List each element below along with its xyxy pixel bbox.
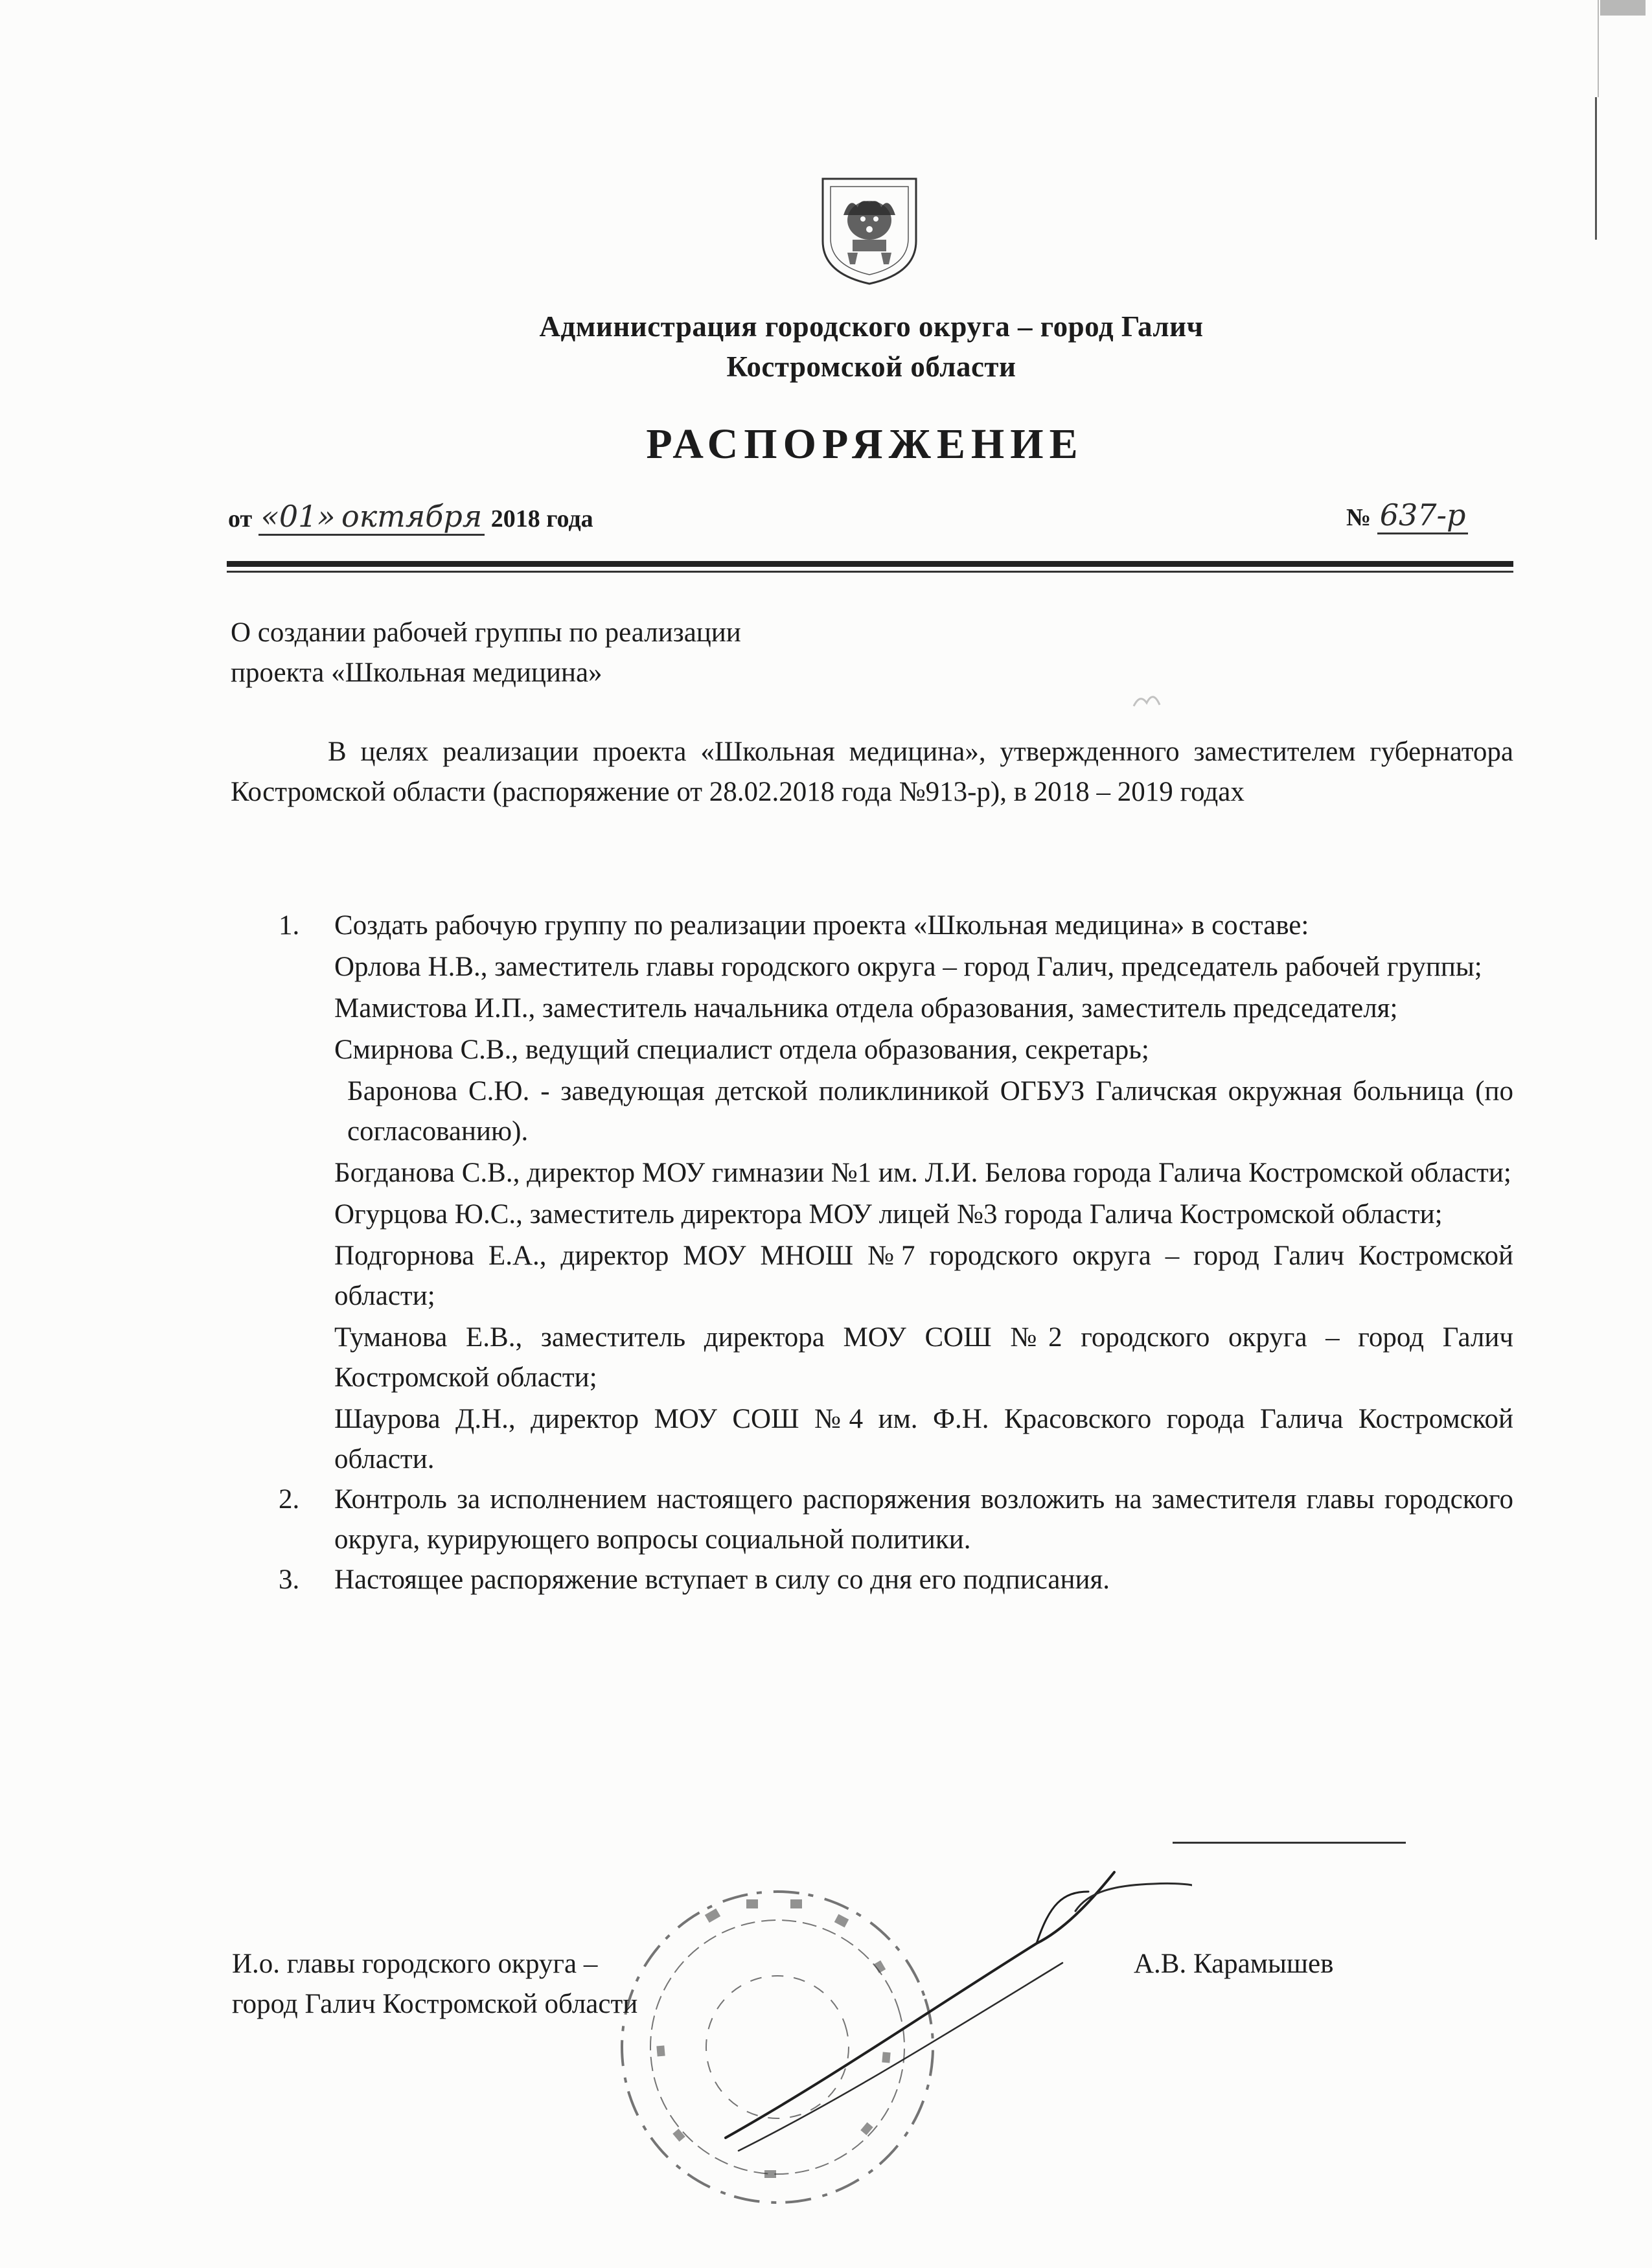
item-text: Создать рабочую группу по реализации проекта «Школьная медицина» в составе: — [334, 910, 1309, 941]
number-value: 637-р — [1379, 498, 1466, 533]
signatory-title — [232, 1944, 637, 2024]
header-divider-thin — [227, 571, 1513, 573]
scan-artifact — [1127, 687, 1166, 719]
preamble-paragraph: В целях реализации проекта «Школьная медицина», утвержденного заместителем губернатора Костромской области (распоряжение от 28.02.2018 года №913-р), в 2018 – 2019 годах — [231, 737, 1513, 807]
scan-artifact — [1598, 0, 1599, 97]
item-number: 3. — [279, 1564, 300, 1595]
item-text: Контроль за исполнением настоящего распоряжения возложить на заместителя главы городского округа, курирующего вопросы социальной политики. — [334, 1484, 1513, 1555]
member-entry: Огурцова Ю.С., заместитель директора МОУ лицей №3 города Галича Костромской области; — [334, 1199, 1443, 1230]
signature-underline — [1173, 1842, 1406, 1844]
member-entry: Смирнова С.В., ведущий специалист отдела образования, секретарь; — [334, 1035, 1149, 1065]
subject-line: О создании рабочей группы по реализации — [231, 617, 741, 648]
document-date — [228, 499, 593, 536]
member-entry: Подгорнова Е.А., директор МОУ МНОШ №7 городского округа – город Галич Костромской области; — [334, 1241, 1513, 1311]
date-year: 2018 года — [490, 505, 593, 533]
scan-artifact — [1595, 97, 1597, 240]
document-subject — [231, 613, 741, 693]
subject-line: проекта «Школьная медицина» — [231, 658, 602, 688]
item-text: Настоящее распоряжение вступает в силу со дня его подписания. — [334, 1564, 1110, 1595]
document-number — [1346, 498, 1468, 534]
member-entry: Орлова Н.В., заместитель главы городского округа – город Галич, председатель рабочей группы; — [334, 952, 1482, 982]
organization-name: Администрация городского округа – город Галич — [539, 310, 1204, 343]
date-month: октября — [341, 499, 483, 534]
item-number: 1. — [279, 910, 300, 941]
list-item — [231, 906, 1513, 1480]
member-entry: Шаурова Д.Н., директор МОУ СОШ №4 им. Ф.Н. Красовского города Галича Костромской области. — [334, 1404, 1513, 1474]
date-handwritten — [258, 499, 485, 536]
number-handwritten — [1377, 498, 1469, 534]
list-item — [231, 1560, 1513, 1600]
order-items — [231, 906, 1513, 1600]
scan-artifact — [1600, 0, 1646, 16]
header-divider — [227, 561, 1513, 567]
signatory-title-line: И.о. главы городского округа – — [232, 1949, 598, 1979]
list-item — [231, 1480, 1513, 1560]
signatory-name: А.В. Карамышев — [1134, 1949, 1334, 1979]
member-list — [334, 946, 1513, 1480]
organization-region: Костромской области — [726, 350, 1016, 383]
member-entry: Туманова Е.В., заместитель директора МОУ СОШ №2 городского округа – город Галич Костромской области; — [334, 1322, 1513, 1393]
coat-of-arms-icon — [818, 170, 921, 286]
date-day: «01» — [260, 499, 336, 534]
member-entry: Баронова С.Ю. - заведующая детской поликлиникой ОГБУЗ Галичская окружная больница (по согласованию). — [347, 1076, 1513, 1147]
member-entry: Мамистова И.П., заместитель начальника отдела образования, заместитель председателя; — [334, 993, 1398, 1024]
date-prefix: от — [228, 505, 253, 533]
handwritten-signature — [700, 1866, 1192, 2164]
member-entry: Богданова С.В., директор МОУ гимназии №1 им. Л.И. Белова города Галича Костромской области; — [334, 1158, 1511, 1188]
signatory-title-line: город Галич Костромской области — [232, 1989, 638, 2019]
item-number: 2. — [279, 1484, 300, 1515]
document-type-title: РАСПОРЯЖЕНИЕ — [646, 420, 1084, 468]
number-label: № — [1346, 504, 1371, 531]
